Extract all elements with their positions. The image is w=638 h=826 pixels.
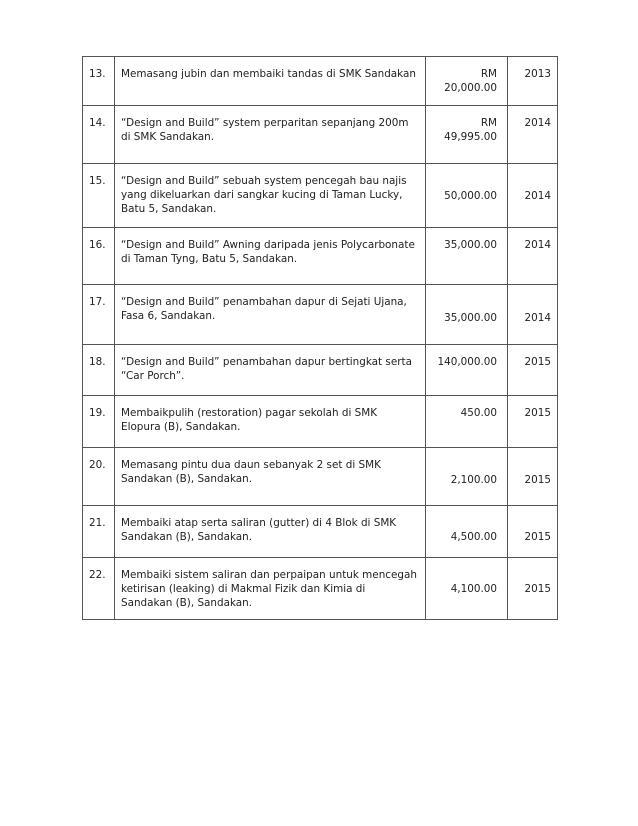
row-year: 2015 <box>508 396 558 448</box>
row-year: 2014 <box>508 106 558 164</box>
row-amount: 35,000.00 <box>426 228 508 285</box>
row-description: Memasang pintu dua daun sebanyak 2 set di SMK Sandakan (B), Sandakan. <box>115 448 426 506</box>
row-description: “Design and Build” penambahan dapur di Sejati Ujana, Fasa 6, Sandakan. <box>115 285 426 345</box>
table-row <box>83 396 558 448</box>
row-number: 13. <box>83 57 115 106</box>
row-year: 2014 <box>508 228 558 285</box>
row-amount: 140,000.00 <box>426 345 508 396</box>
row-year: 2013 <box>508 57 558 106</box>
row-number: 17. <box>83 285 115 345</box>
table-row <box>83 285 558 345</box>
row-year: 2015 <box>508 558 558 620</box>
row-description: “Design and Build” Awning daripada jenis Polycarbonate di Taman Tyng, Batu 5, Sandakan. <box>115 228 426 285</box>
row-amount: 50,000.00 <box>426 164 508 228</box>
row-number: 21. <box>83 506 115 558</box>
row-amount: 35,000.00 <box>426 285 508 345</box>
row-number: 19. <box>83 396 115 448</box>
row-year: 2014 <box>508 285 558 345</box>
row-amount: 2,100.00 <box>426 448 508 506</box>
row-number: 22. <box>83 558 115 620</box>
row-year: 2015 <box>508 345 558 396</box>
row-description: Membaiki sistem saliran dan perpaipan untuk mencegah ketirisan (leaking) di Makmal Fizik dan Kimia di Sandakan (B), Sandakan. <box>115 558 426 620</box>
table-row <box>83 506 558 558</box>
projects-table <box>82 56 558 620</box>
row-description: Membaiki atap serta saliran (gutter) di 4 Blok di SMK Sandakan (B), Sandakan. <box>115 506 426 558</box>
row-amount: 450.00 <box>426 396 508 448</box>
row-description: “Design and Build” system perparitan sepanjang 200m di SMK Sandakan. <box>115 106 426 164</box>
row-year: 2014 <box>508 164 558 228</box>
table-row <box>83 228 558 285</box>
row-amount: 4,500.00 <box>426 506 508 558</box>
row-number: 14. <box>83 106 115 164</box>
row-number: 20. <box>83 448 115 506</box>
row-amount: 4,100.00 <box>426 558 508 620</box>
row-year: 2015 <box>508 448 558 506</box>
row-amount: RM 49,995.00 <box>426 106 508 164</box>
row-amount: RM 20,000.00 <box>426 57 508 106</box>
table-row <box>83 106 558 164</box>
table-row <box>83 345 558 396</box>
table-row <box>83 164 558 228</box>
row-description: “Design and Build” sebuah system pencegah bau najis yang dikeluarkan dari sangkar kucing di Taman Lucky, Batu 5, Sandakan. <box>115 164 426 228</box>
row-description: “Design and Build” penambahan dapur bertingkat serta “Car Porch”. <box>115 345 426 396</box>
table-row <box>83 448 558 506</box>
row-number: 15. <box>83 164 115 228</box>
row-number: 18. <box>83 345 115 396</box>
row-description: Membaikpulih (restoration) pagar sekolah di SMK Elopura (B), Sandakan. <box>115 396 426 448</box>
table-row <box>83 57 558 106</box>
row-year: 2015 <box>508 506 558 558</box>
row-number: 16. <box>83 228 115 285</box>
table-row <box>83 558 558 620</box>
row-description: Memasang jubin dan membaiki tandas di SMK Sandakan <box>115 57 426 106</box>
